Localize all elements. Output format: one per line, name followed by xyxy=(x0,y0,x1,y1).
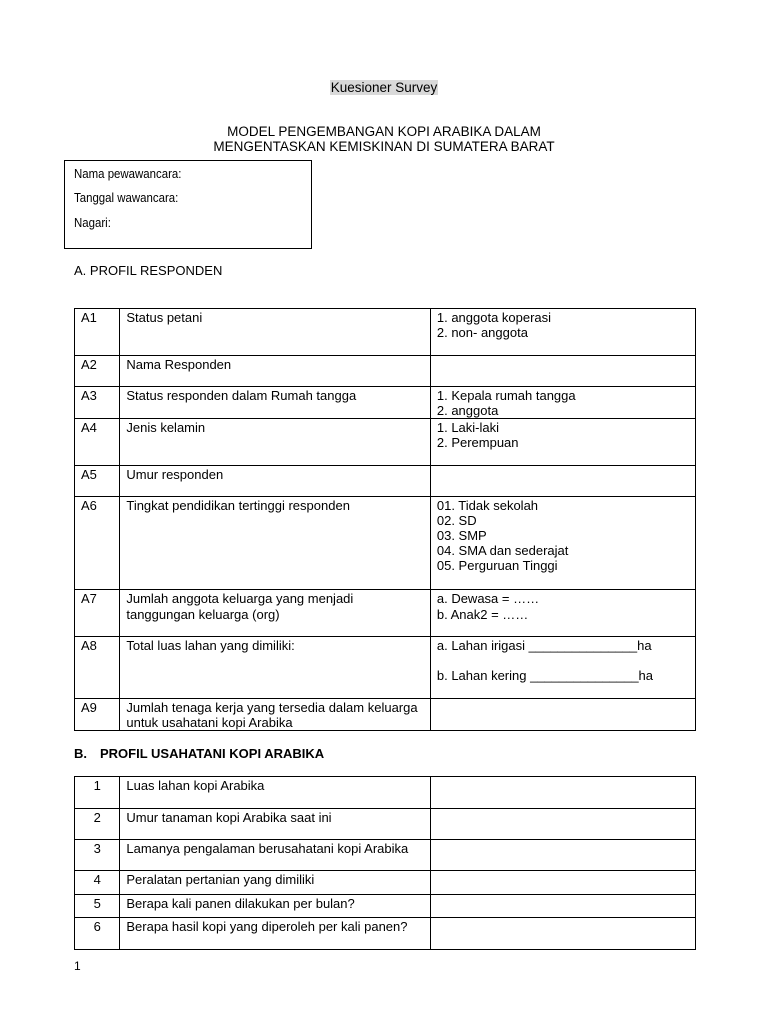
interview-info-box xyxy=(64,160,312,249)
answer-cell[interactable] xyxy=(430,871,695,895)
answer-cell[interactable] xyxy=(430,918,695,950)
page-number: 1 xyxy=(74,959,81,973)
row-code: A5 xyxy=(75,466,120,497)
answer-cell[interactable] xyxy=(430,699,695,731)
row-question: Jumlah anggota keluarga yang menjadi tanggungan keluarga (org) xyxy=(120,590,431,637)
table-row xyxy=(75,777,696,809)
answer-cell[interactable] xyxy=(430,590,695,637)
answer-option[interactable]: 1. Kepala rumah tangga xyxy=(436,388,576,403)
document-subtitle xyxy=(0,124,768,154)
row-code: A4 xyxy=(75,419,120,466)
row-question: Jenis kelamin xyxy=(120,419,431,466)
subtitle-line-2: MENGENTASKAN KEMISKINAN DI SUMATERA BARAT xyxy=(213,139,555,154)
answer-option[interactable]: 2. Perempuan xyxy=(436,435,519,450)
row-question: Umur responden xyxy=(120,466,431,497)
row-code: A8 xyxy=(75,637,120,699)
table-row xyxy=(75,637,696,699)
respondent-profile-table xyxy=(74,308,696,731)
table-row xyxy=(75,918,696,950)
answer-cell[interactable] xyxy=(430,309,695,356)
row-code: 6 xyxy=(75,918,120,950)
row-code: 4 xyxy=(75,871,120,895)
answer-option[interactable]: 04. SMA dan sederajat xyxy=(436,543,569,558)
answer-option[interactable]: b. Anak2 = …… xyxy=(436,607,529,622)
table-row xyxy=(75,356,696,387)
section-a-title: A. PROFIL RESPONDEN xyxy=(74,263,223,278)
answer-option[interactable]: a. Dewasa = …… xyxy=(436,591,540,606)
answer-option[interactable]: 2. non- anggota xyxy=(436,325,528,340)
table-row xyxy=(75,809,696,840)
answer-option[interactable]: 02. SD xyxy=(436,513,477,528)
answer-option[interactable]: 1. Laki-laki xyxy=(436,420,499,435)
answer-option[interactable]: 05. Perguruan Tinggi xyxy=(436,558,558,573)
row-question: Status petani xyxy=(120,309,431,356)
answer-option[interactable]: b. Lahan kering _______________ha xyxy=(436,668,654,683)
row-question: Luas lahan kopi Arabika xyxy=(120,777,431,809)
row-code: 3 xyxy=(75,840,120,871)
answer-cell[interactable] xyxy=(430,895,695,918)
row-question: Tingkat pendidikan tertinggi responden xyxy=(120,497,431,590)
table-row xyxy=(75,590,696,637)
answer-cell[interactable] xyxy=(430,466,695,497)
interview-date-field[interactable]: Tanggal wawancara: xyxy=(74,190,179,205)
row-question: Berapa kali panen dilakukan per bulan? xyxy=(120,895,431,918)
coffee-farming-profile-table xyxy=(74,776,696,950)
row-code: A2 xyxy=(75,356,120,387)
row-code: 1 xyxy=(75,777,120,809)
answer-cell[interactable] xyxy=(430,637,695,699)
row-question: Umur tanaman kopi Arabika saat ini xyxy=(120,809,431,840)
row-code: 5 xyxy=(75,895,120,918)
answer-cell[interactable] xyxy=(430,497,695,590)
answer-option[interactable]: 1. anggota koperasi xyxy=(436,310,552,325)
row-question: Berapa hasil kopi yang diperoleh per kali panen? xyxy=(120,918,431,950)
row-code: A9 xyxy=(75,699,120,731)
section-b-heading: PROFIL USAHATANI KOPI ARABIKA xyxy=(100,746,325,761)
row-question: Jumlah tenaga kerja yang tersedia dalam keluarga untuk usahatani kopi Arabika xyxy=(120,699,431,731)
row-question: Nama Responden xyxy=(120,356,431,387)
table-row xyxy=(75,699,696,731)
row-question: Peralatan pertanian yang dimiliki xyxy=(120,871,431,895)
table-row xyxy=(75,871,696,895)
answer-option[interactable]: 01. Tidak sekolah xyxy=(436,498,539,513)
subtitle-line-1: MODEL PENGEMBANGAN KOPI ARABIKA DALAM xyxy=(227,124,541,139)
table-row xyxy=(75,497,696,590)
section-b-title xyxy=(74,746,324,761)
answer-cell[interactable] xyxy=(430,356,695,387)
answer-cell[interactable] xyxy=(430,840,695,871)
row-code: A1 xyxy=(75,309,120,356)
answer-cell[interactable] xyxy=(430,777,695,809)
table-row xyxy=(75,466,696,497)
table-row xyxy=(75,840,696,871)
table-row xyxy=(75,895,696,918)
answer-cell[interactable] xyxy=(430,387,695,419)
table-row xyxy=(75,387,696,419)
row-question: Lamanya pengalaman berusahatani kopi Arabika xyxy=(120,840,431,871)
village-field[interactable]: Nagari: xyxy=(74,215,111,230)
row-question: Status responden dalam Rumah tangga xyxy=(120,387,431,419)
answer-option[interactable]: 03. SMP xyxy=(436,528,487,543)
interviewer-name-field[interactable]: Nama pewawancara: xyxy=(74,166,182,181)
row-code: A3 xyxy=(75,387,120,419)
row-code: A6 xyxy=(75,497,120,590)
answer-option[interactable]: a. Lahan irigasi _______________ha xyxy=(436,638,652,653)
section-b-number: B. xyxy=(74,746,87,761)
answer-cell[interactable] xyxy=(430,419,695,466)
document-title: Kuesioner Survey xyxy=(330,80,438,95)
row-question: Total luas lahan yang dimiliki: xyxy=(120,637,431,699)
row-code: 2 xyxy=(75,809,120,840)
row-code: A7 xyxy=(75,590,120,637)
answer-option[interactable]: 2. anggota xyxy=(436,403,499,418)
answer-cell[interactable] xyxy=(430,809,695,840)
table-row xyxy=(75,309,696,356)
table-row xyxy=(75,419,696,466)
